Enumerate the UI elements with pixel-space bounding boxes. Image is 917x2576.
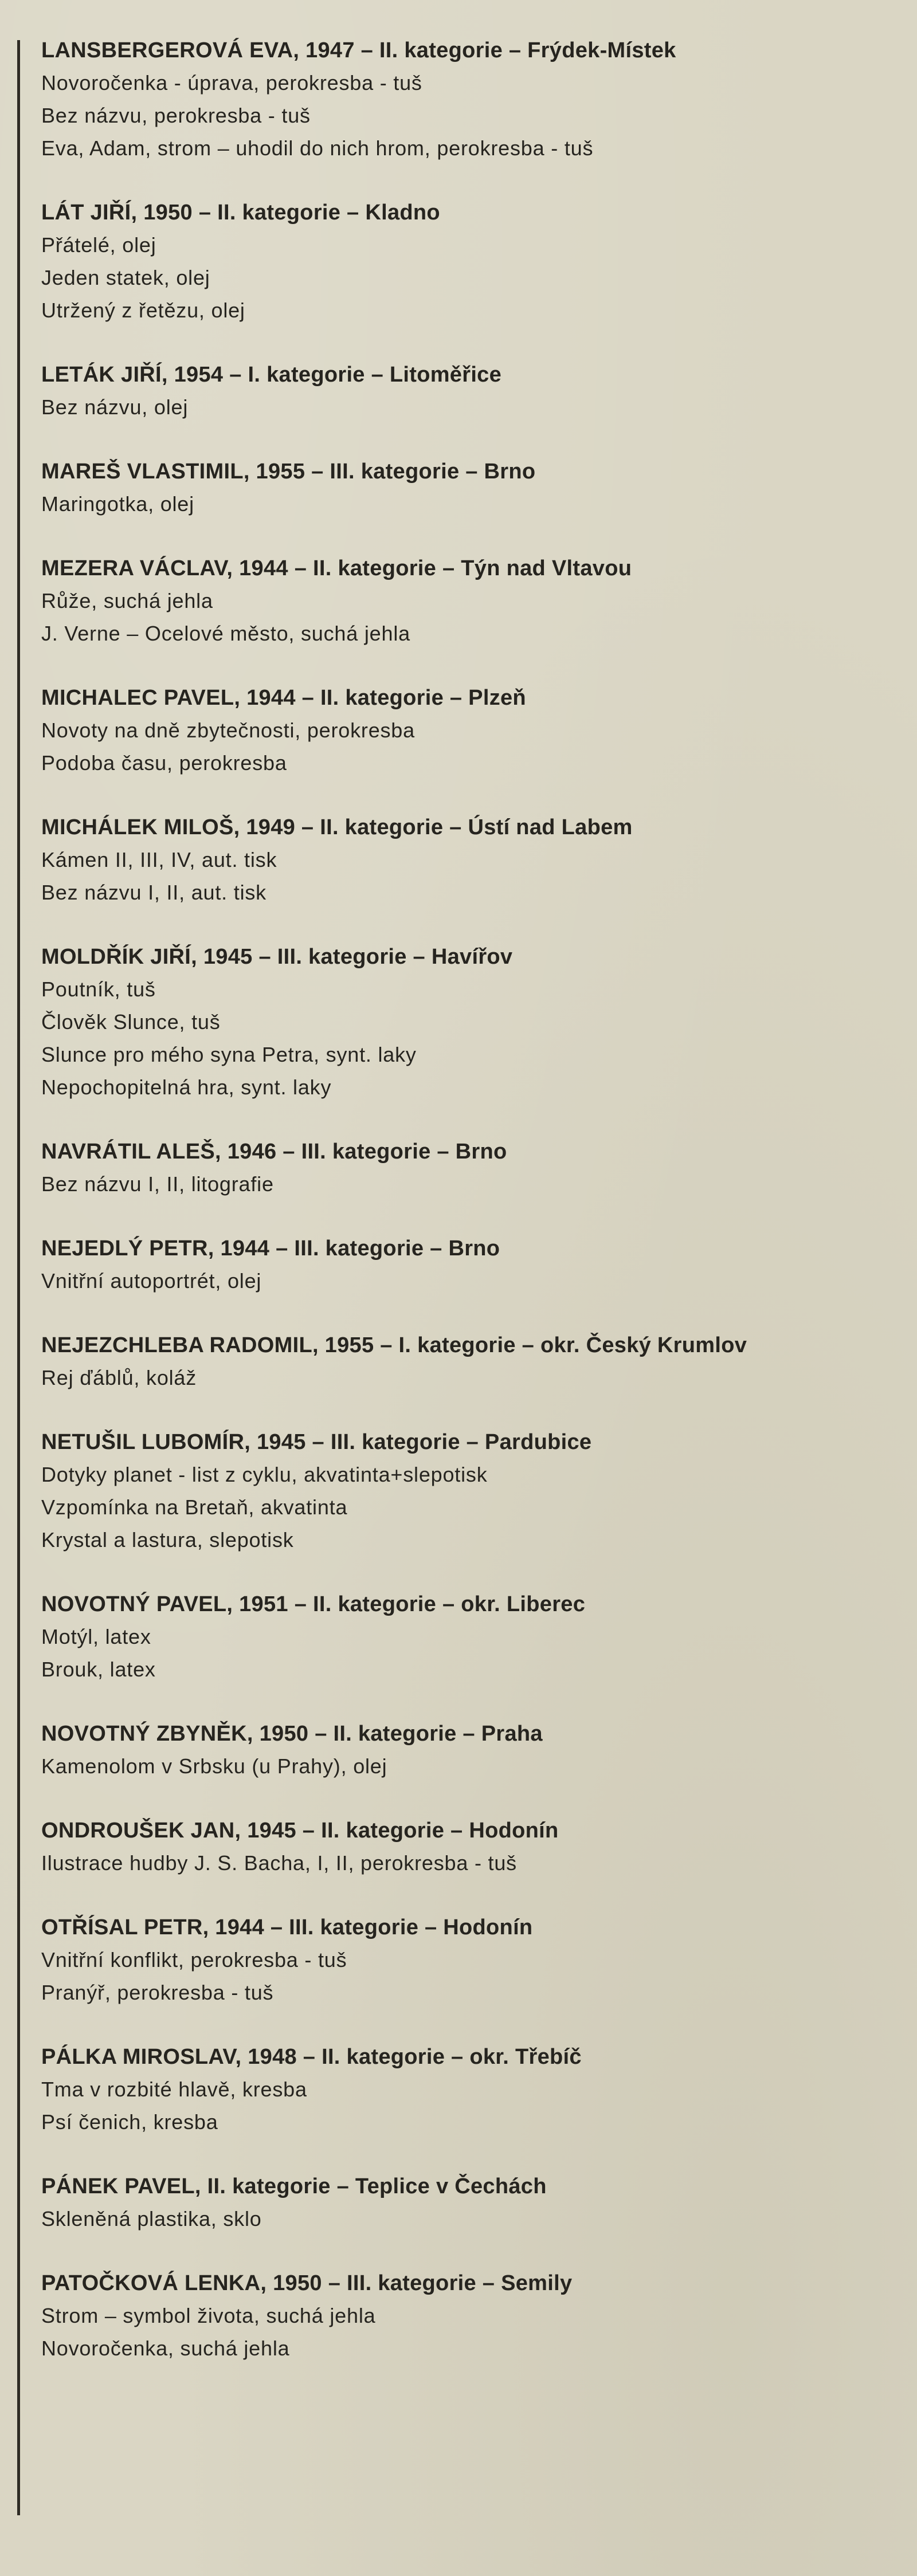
artwork-line: Novoty na dně zbytečnosti, perokresba [41,718,415,742]
artist-entry [41,941,901,1104]
artist-entry [41,2041,901,2138]
artwork-line: Dotyky planet - list z cyklu, akvatinta+slepotisk [41,1463,488,1486]
artwork-line: Brouk, latex [41,1658,156,1681]
artwork-line: Kámen II, III, IV, aut. tisk [41,848,277,871]
artist-entry [41,811,901,909]
artist-entry [41,1329,901,1394]
artist-heading: MICHALEC PAVEL, 1944 – II. kategorie – Plzeň [41,686,526,710]
artwork-line: J. Verne – Ocelové město, suchá jehla [41,622,410,645]
artist-heading: MAREŠ VLASTIMIL, 1955 – III. kategorie – Brno [41,460,536,484]
artist-heading: LETÁK JIŘÍ, 1954 – I. kategorie – Litoměřice [41,363,502,387]
artwork-line: Bez názvu, olej [41,395,189,419]
artwork-line: Tma v rozbité hlavě, kresba [41,2078,307,2101]
artist-entry [41,1136,901,1200]
artist-entry [41,1232,901,1297]
artwork-line: Strom – symbol života, suchá jehla [41,2304,376,2327]
artist-heading: MEZERA VÁCLAV, 1944 – II. kategorie – Týn nad Vltavou [41,556,632,580]
artwork-line: Maringotka, olej [41,492,194,516]
artist-heading: NOVOTNÝ PAVEL, 1951 – II. kategorie – okr. Liberec [41,1592,586,1616]
artist-entry [41,197,901,327]
artist-heading: NETUŠIL LUBOMÍR, 1945 – III. kategorie – Pardubice [41,1430,592,1454]
artist-entry [41,359,901,423]
artwork-line: Jeden statek, olej [41,266,210,289]
artwork-line: Poutník, tuš [41,977,156,1001]
artist-heading: MOLDŘÍK JIŘÍ, 1945 – III. kategorie – Havířov [41,945,513,969]
artwork-line: Novoročenka, suchá jehla [41,2337,290,2360]
artist-heading: LÁT JIŘÍ, 1950 – II. kategorie – Kladno [41,201,440,225]
artist-heading: MICHÁLEK MILOŠ, 1949 – II. kategorie – Ústí nad Labem [41,815,633,839]
artist-entry [41,1588,901,1686]
artist-heading: NOVOTNÝ ZBYNĚK, 1950 – II. kategorie – Praha [41,1722,543,1746]
artist-heading: NEJEZCHLEBA RADOMIL, 1955 – I. kategorie – okr. Český Krumlov [41,1333,747,1357]
artwork-line: Vnitřní autoportrét, olej [41,1269,262,1293]
artwork-line: Psí čenich, kresba [41,2110,218,2134]
artwork-line: Novoročenka - úprava, perokresba - tuš [41,71,422,95]
artist-entry [41,2267,901,2365]
artist-entry [41,1426,901,1556]
artwork-line: Přátelé, olej [41,233,156,257]
artwork-line: Člověk Slunce, tuš [41,1010,221,1034]
artist-entry [41,682,901,779]
artwork-line: Podoba času, perokresba [41,751,287,775]
artwork-line: Utržený z řetězu, olej [41,299,245,322]
artwork-line: Motýl, latex [41,1625,151,1648]
artist-entry [41,1911,901,2009]
artwork-line: Růže, suchá jehla [41,589,213,612]
artist-heading: LANSBERGEROVÁ EVA, 1947 – II. kategorie – Frýdek-Místek [41,38,676,62]
artist-heading: NAVRÁTIL ALEŠ, 1946 – III. kategorie – Brno [41,1140,507,1164]
artist-heading: PÁLKA MIROSLAV, 1948 – II. kategorie – okr. Třebíč [41,2045,582,2069]
artist-entry-list [41,34,901,2397]
artist-heading: ONDROUŠEK JAN, 1945 – II. kategorie – Hodonín [41,1819,559,1843]
artist-entry [41,2170,901,2235]
artwork-line: Nepochopitelná hra, synt. laky [41,1075,332,1099]
artwork-line: Rej ďáblů, koláž [41,1366,197,1389]
artist-entry [41,552,901,650]
left-margin-rule [17,40,20,2515]
artwork-line: Bez názvu I, II, aut. tisk [41,881,267,904]
artist-entry [41,455,901,520]
artwork-line: Eva, Adam, strom – uhodil do nich hrom, perokresba - tuš [41,136,594,160]
artwork-line: Bez názvu, perokresba - tuš [41,104,311,127]
artist-entry [41,34,901,164]
artwork-line: Kamenolom v Srbsku (u Prahy), olej [41,1754,387,1778]
artist-entry [41,1718,901,1782]
artist-heading: OTŘÍSAL PETR, 1944 – III. kategorie – Hodonín [41,1915,533,1939]
artwork-line: Ilustrace hudby J. S. Bacha, I, II, perokresba - tuš [41,1851,517,1875]
artwork-line: Slunce pro mého syna Petra, synt. laky [41,1043,417,1066]
artwork-line: Vzpomínka na Bretaň, akvatinta [41,1495,348,1519]
artwork-line: Pranýř, perokresba - tuš [41,1981,274,2004]
artist-heading: PÁNEK PAVEL, II. kategorie – Teplice v Čechách [41,2174,547,2198]
artist-heading: PATOČKOVÁ LENKA, 1950 – III. kategorie – Semily [41,2271,573,2295]
artwork-line: Skleněná plastika, sklo [41,2207,262,2231]
artist-entry [41,1815,901,1879]
artwork-line: Vnitřní konflikt, perokresba - tuš [41,1948,347,1972]
artist-heading: NEJEDLÝ PETR, 1944 – III. kategorie – Brno [41,1236,500,1260]
artwork-line: Bez názvu I, II, litografie [41,1172,274,1196]
artwork-line: Krystal a lastura, slepotisk [41,1528,294,1552]
